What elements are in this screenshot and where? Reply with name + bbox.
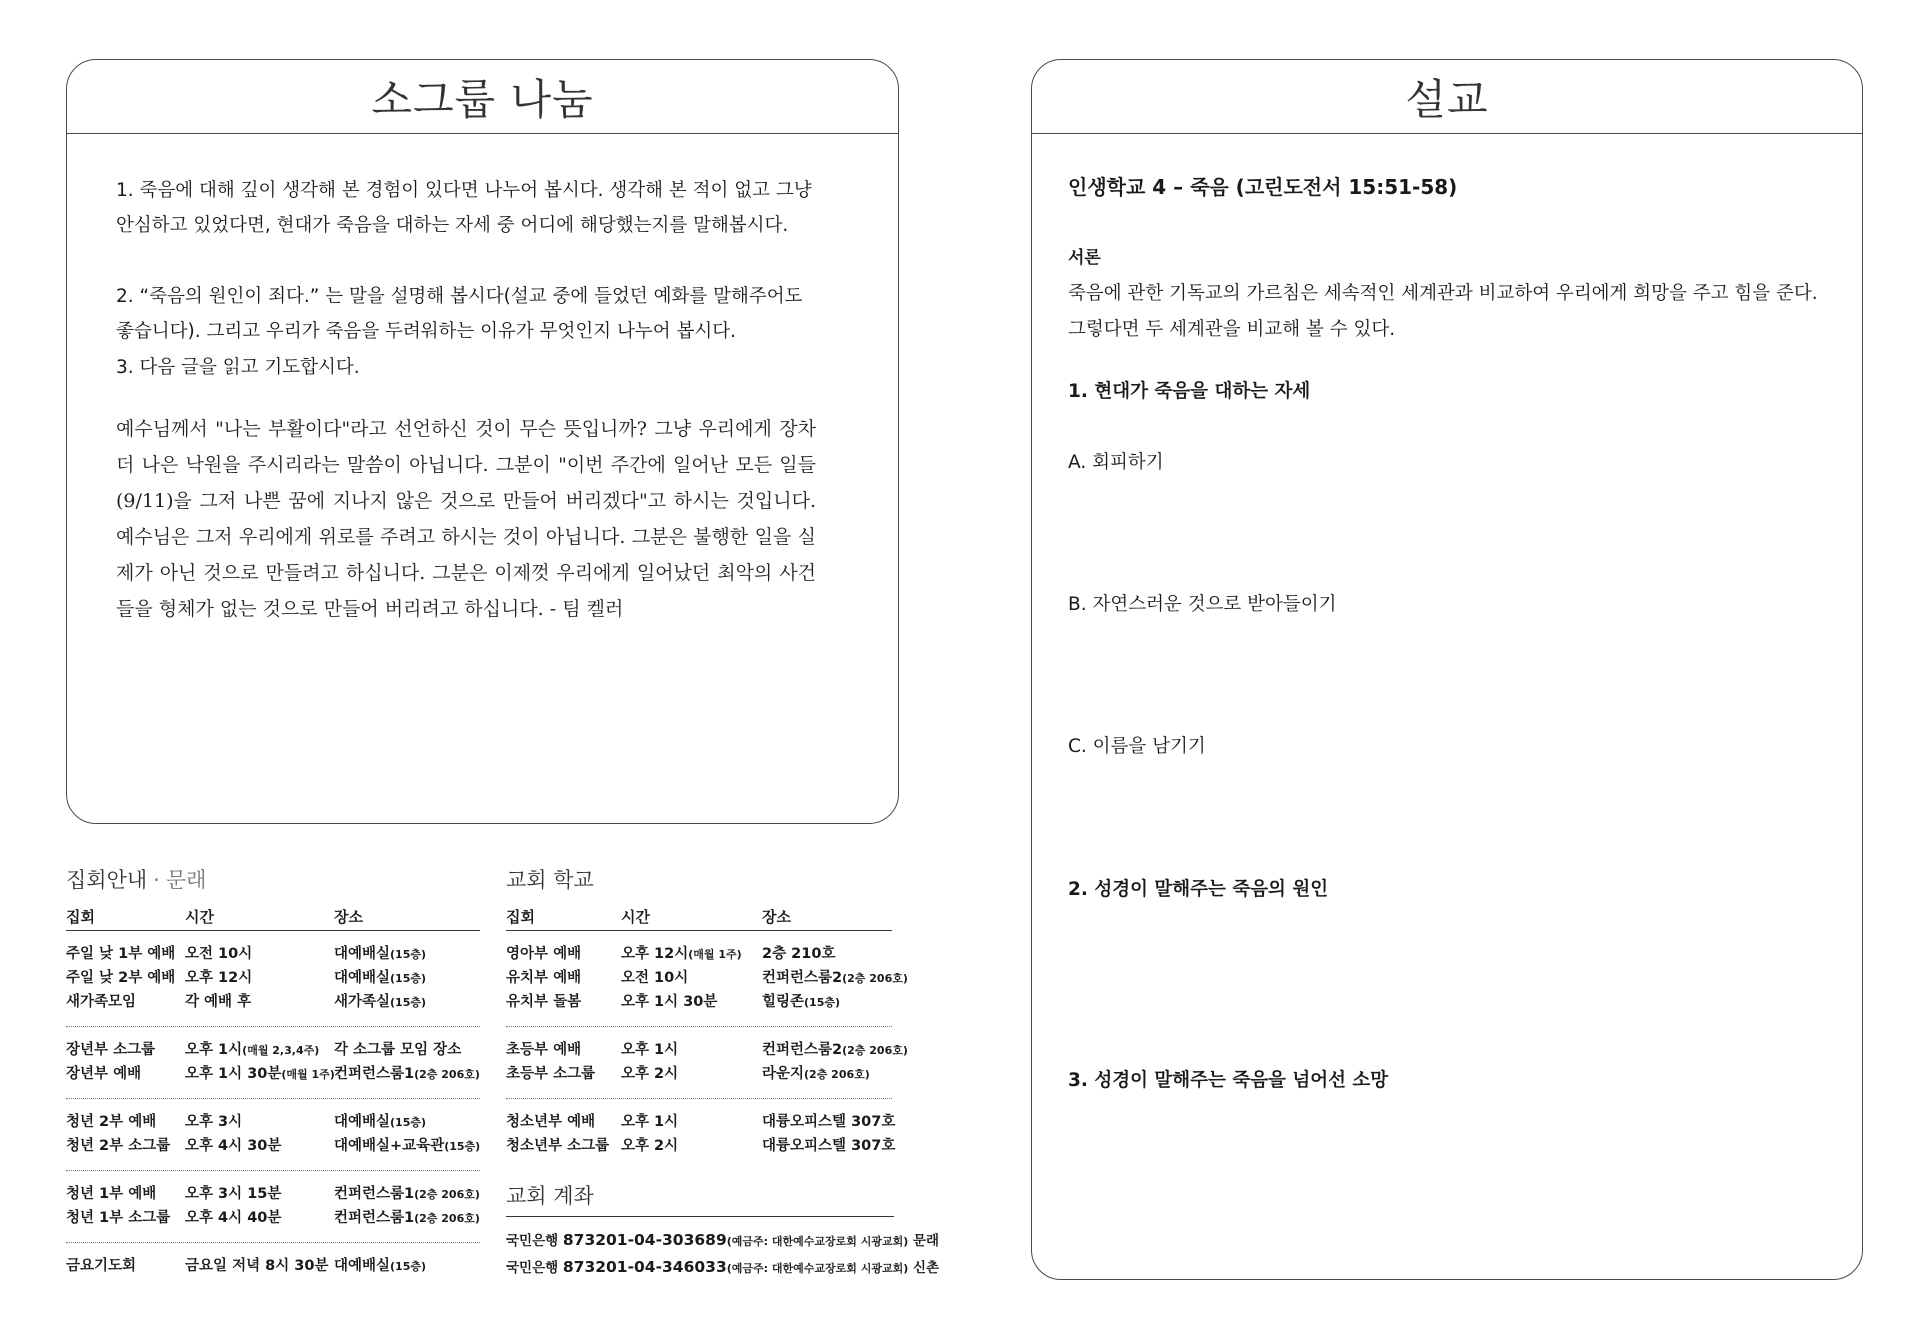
- row-time-text: 금요일 저녁 8시 30분: [185, 1258, 329, 1274]
- row-place: [762, 942, 835, 967]
- row-place-text: 컨퍼런스룸1: [334, 1066, 415, 1082]
- row-time-text: 오후 1시 30분: [185, 1066, 282, 1082]
- row-meeting: [66, 1254, 136, 1278]
- row-meeting-text: 영아부 예배: [506, 946, 582, 962]
- school-table-header: [506, 906, 892, 931]
- row-meeting: [506, 942, 581, 966]
- row-time: [621, 1062, 678, 1087]
- row-place-text: 대예배실: [334, 970, 391, 986]
- question-2-line-1: 2. “죽음의 원인이 죄다.” 는 말을 설명해 봅시다(설교 중에 들었던 예화를 말해주어도: [116, 286, 803, 307]
- row-place: [762, 990, 840, 1015]
- prayer-quote: 예수님께서 "나는 부활이다"라고 선언하신 것이 무슨 뜻입니까? 그냥 우리에게 장차 더 나은 낙원을 주시리라는 말씀이 아닙니다. 그분이 "이번 주간에 일어난 모든 일들(9/11)을 그저 나쁜 꿈에 지나지 않은 것으로 만들어 버리겠다"고 하시는 것입니다. 예수님은 그저 우리에게 위로를 주려고 하시는 것이 아닙니다. 그분은 불행한 일을 실제가 아닌 것으로 만들려고 하십니다. 그분은 이제껏 우리에게 일어났던 최악의 사건들을 형체가 없는 것으로 만들어 버리려고 하십니다. - 팀 켈러: [116, 418, 816, 620]
- row-meeting-text: 유치부 예배: [506, 970, 582, 986]
- row-time-text: 오후 2시: [621, 1066, 679, 1082]
- account-branch: 신촌: [912, 1260, 940, 1276]
- accounts-title: 교회 계좌: [506, 1184, 594, 1208]
- question-1-line-2: 안심하고 있었다면, 현대가 죽음을 대하는 자세 중 어디에 해당했는지를 말해봅시다.: [116, 215, 789, 236]
- table-row: [66, 1182, 480, 1206]
- table-row: [66, 966, 480, 990]
- row-meeting-text: 청년 2부 예배: [66, 1114, 157, 1130]
- row-time: [185, 990, 251, 1015]
- point-1b: B. 자연스러운 것으로 받아들이기: [1068, 594, 1337, 615]
- row-place-note: (2층 206호): [414, 1212, 480, 1225]
- row-meeting-text: 초등부 소그룹: [506, 1066, 596, 1082]
- header-place: 장소: [762, 908, 791, 926]
- row-place: [762, 966, 908, 991]
- row-place: [762, 1062, 870, 1087]
- account-holder: (예금주: 대한예수교장로회 시광교회): [726, 1235, 909, 1248]
- row-time: [185, 1110, 242, 1135]
- row-meeting: [66, 1110, 156, 1134]
- row-time-text: 각 예배 후: [185, 994, 252, 1010]
- row-meeting: [66, 1206, 170, 1230]
- row-place: [334, 942, 426, 967]
- row-meeting: [506, 1110, 595, 1134]
- row-meeting-text: 청소년부 예배: [506, 1114, 596, 1130]
- row-time-text: 오후 2시: [621, 1138, 679, 1154]
- row-place-text: 컨퍼런스룸1: [334, 1186, 415, 1202]
- table-row: [66, 990, 480, 1014]
- row-time-text: 오후 12시: [185, 970, 253, 986]
- intro-line-1: 죽음에 관한 기독교의 가르침은 세속적인 세계관과 비교하여 우리에게 희망을 주고 힘을 준다.: [1068, 283, 1818, 304]
- row-place-note: (2층 206호): [804, 1068, 870, 1081]
- row-meeting-text: 장년부 예배: [66, 1066, 142, 1082]
- panel-title: 소그룹 나눔: [67, 60, 898, 134]
- table-row: [506, 966, 908, 990]
- row-place-note: (15층): [444, 1140, 481, 1153]
- row-place: [762, 1038, 908, 1063]
- row-place-text: 대륭오피스텔 307호: [762, 1114, 896, 1130]
- table-row: [66, 1134, 480, 1158]
- table-row: [506, 942, 892, 966]
- row-meeting: [66, 966, 175, 990]
- row-meeting: [506, 1038, 581, 1062]
- intro-line-2: 그렇다면 두 세계관을 비교해 볼 수 있다.: [1068, 319, 1396, 340]
- row-meeting-text: 금요기도회: [66, 1258, 137, 1274]
- meetings-table-header: [66, 906, 480, 931]
- row-place-note: (15층): [390, 996, 427, 1009]
- point-1c: C. 이름을 남기기: [1068, 736, 1206, 757]
- question-2-line-2: 좋습니다). 그리고 우리가 죽음을 두려워하는 이유가 무엇인지 나누어 봅시다.: [116, 321, 737, 342]
- row-meeting: [506, 966, 581, 990]
- question-1: [116, 173, 836, 243]
- account-bank: 국민은행: [506, 1233, 559, 1249]
- row-time-note: (매월 1주): [688, 948, 742, 961]
- row-meeting: [66, 1134, 170, 1158]
- row-place: [334, 990, 426, 1015]
- row-meeting-text: 초등부 예배: [506, 1042, 582, 1058]
- header-time: 시간: [185, 908, 214, 926]
- row-place-note: (15층): [390, 972, 427, 985]
- question-2: [116, 279, 836, 349]
- row-time-note: (매월 2,3,4주): [242, 1044, 320, 1057]
- row-place-note: (15층): [390, 1260, 427, 1273]
- row-place-note: (15층): [390, 948, 427, 961]
- row-place-note: (15층): [390, 1116, 427, 1129]
- meetings-subtitle: 문래: [165, 868, 207, 892]
- row-time: [621, 990, 717, 1015]
- row-place-text: 컨퍼런스룸1: [334, 1210, 415, 1226]
- row-meeting-text: 유치부 돌봄: [506, 994, 582, 1010]
- small-group-panel: [66, 59, 899, 824]
- row-place: [334, 1134, 480, 1159]
- table-row: [66, 1038, 480, 1062]
- row-place-note: (2층 206호): [842, 972, 908, 985]
- row-time-text: 오후 3시: [185, 1114, 243, 1130]
- row-time: [185, 1206, 281, 1231]
- table-row: [66, 1254, 480, 1278]
- point-3: 3. 성경이 말해주는 죽음을 넘어선 소망: [1068, 1070, 1389, 1091]
- row-time: [185, 942, 252, 967]
- table-row: [506, 1062, 892, 1086]
- row-time-text: 오후 1시 30분: [621, 994, 718, 1010]
- account-sinchon: [506, 1255, 939, 1281]
- row-time: [621, 1110, 678, 1135]
- row-time: [621, 942, 742, 967]
- table-row: [506, 1110, 896, 1134]
- row-meeting: [66, 1062, 141, 1086]
- table-row: [66, 1206, 480, 1230]
- table-row: [66, 1110, 480, 1134]
- meetings-bullet: ·: [153, 868, 160, 892]
- row-place-text: 힐링존: [762, 994, 805, 1010]
- row-time-text: 오후 1시: [621, 1114, 679, 1130]
- row-meeting-text: 주일 낮 2부 예배: [66, 970, 176, 986]
- row-meeting-text: 청년 1부 예배: [66, 1186, 157, 1202]
- row-meeting: [506, 990, 581, 1014]
- header-meeting: 집회: [506, 908, 535, 926]
- row-time: [185, 966, 252, 991]
- group-divider: [66, 1170, 480, 1171]
- group-divider: [66, 1026, 480, 1027]
- question-3: 3. 다음 글을 읽고 기도합시다.: [116, 357, 360, 378]
- panel-title: 설교: [1032, 60, 1862, 134]
- row-meeting-text: 청소년부 소그룹: [506, 1138, 610, 1154]
- account-number: 873201-04-346033: [562, 1258, 727, 1276]
- row-time-text: 오전 10시: [185, 946, 253, 962]
- row-place-text: 대륭오피스텔 307호: [762, 1138, 896, 1154]
- row-time: [185, 1062, 335, 1087]
- row-time: [185, 1134, 281, 1159]
- row-place-text: 2층 210호: [762, 946, 836, 962]
- row-time: [621, 1134, 678, 1159]
- row-place: [334, 1038, 461, 1063]
- account-bank: 국민은행: [506, 1260, 559, 1276]
- row-place-note: (2층 206호): [842, 1044, 908, 1057]
- point-1a: A. 회피하기: [1068, 452, 1164, 473]
- point-1: 1. 현대가 죽음을 대하는 자세: [1068, 381, 1311, 402]
- table-row: [66, 1062, 480, 1086]
- row-time: [621, 1038, 678, 1063]
- row-place-text: 새가족실: [334, 994, 391, 1010]
- row-time-text: 오후 1시: [621, 1042, 679, 1058]
- account-munrae: [506, 1228, 939, 1254]
- school-title: 교회 학교: [506, 868, 594, 892]
- row-meeting: [66, 942, 175, 966]
- row-place-text: 컨퍼런스룸2: [762, 970, 843, 986]
- row-place-note: (2층 206호): [414, 1188, 480, 1201]
- row-meeting-text: 장년부 소그룹: [66, 1042, 156, 1058]
- header-meeting: 집회: [66, 908, 95, 926]
- table-row: [506, 1134, 896, 1158]
- row-meeting-text: 청년 1부 소그룹: [66, 1210, 171, 1226]
- row-place-text: 대예배실: [334, 1258, 391, 1274]
- row-place: [334, 1110, 426, 1135]
- meetings-title-text: 집회안내: [66, 868, 148, 892]
- row-time: [185, 1254, 328, 1279]
- row-place-text: 대예배실+교육관: [334, 1138, 445, 1154]
- row-place: [334, 966, 426, 991]
- row-time-text: 오전 10시: [621, 970, 689, 986]
- account-holder: (예금주: 대한예수교장로회 시광교회): [726, 1262, 909, 1275]
- row-meeting: [66, 1182, 156, 1206]
- row-meeting: [66, 990, 136, 1014]
- intro-heading: 서론: [1068, 248, 1101, 268]
- table-row: [66, 942, 480, 966]
- row-meeting: [506, 1134, 609, 1158]
- row-meeting-text: 주일 낮 1부 예배: [66, 946, 176, 962]
- sermon-panel: [1031, 59, 1863, 1280]
- group-divider: [506, 1098, 892, 1099]
- row-time-text: 오후 4시 40분: [185, 1210, 282, 1226]
- row-time-text: 오후 4시 30분: [185, 1138, 282, 1154]
- row-place-text: 각 소그룹 모임 장소: [334, 1042, 462, 1058]
- row-meeting: [506, 1062, 595, 1086]
- row-time: [621, 966, 688, 991]
- row-meeting-text: 새가족모임: [66, 994, 137, 1010]
- sermon-title: 인생학교 4 – 죽음 (고린도전서 15:51-58): [1068, 175, 1458, 199]
- header-place: 장소: [334, 908, 363, 926]
- row-time-text: 오후 12시: [621, 946, 689, 962]
- row-place: [334, 1182, 480, 1207]
- row-meeting-text: 청년 2부 소그룹: [66, 1138, 171, 1154]
- row-place-note: (15층): [804, 996, 841, 1009]
- table-row: [506, 990, 892, 1014]
- row-place-text: 대예배실: [334, 946, 391, 962]
- group-divider: [66, 1098, 480, 1099]
- row-place-text: 컨퍼런스룸2: [762, 1042, 843, 1058]
- row-place-note: (2층 206호): [414, 1068, 480, 1081]
- group-divider: [506, 1026, 892, 1027]
- question-1-line-1: 1. 죽음에 대해 깊이 생각해 본 경험이 있다면 나누어 봅시다. 생각해 본 적이 없고 그냥: [116, 180, 812, 201]
- row-time: [185, 1038, 319, 1063]
- row-place: [334, 1206, 480, 1231]
- accounts-divider: [506, 1216, 894, 1217]
- row-place: [334, 1062, 480, 1087]
- group-divider: [66, 1242, 480, 1243]
- row-meeting: [66, 1038, 155, 1062]
- row-time-note: (매월 1주): [281, 1068, 335, 1081]
- row-time: [185, 1182, 281, 1207]
- account-number: 873201-04-303689: [562, 1231, 727, 1249]
- row-time-text: 오후 1시: [185, 1042, 243, 1058]
- account-branch: 문래: [912, 1233, 940, 1249]
- row-place-text: 대예배실: [334, 1114, 391, 1130]
- row-place: [762, 1110, 895, 1135]
- meetings-title: [66, 864, 206, 894]
- table-row: [506, 1038, 908, 1062]
- header-time: 시간: [621, 908, 650, 926]
- row-place: [334, 1254, 426, 1279]
- row-place-text: 라운지: [762, 1066, 805, 1082]
- row-place: [762, 1134, 895, 1159]
- point-2: 2. 성경이 말해주는 죽음의 원인: [1068, 879, 1329, 900]
- row-time-text: 오후 3시 15분: [185, 1186, 282, 1202]
